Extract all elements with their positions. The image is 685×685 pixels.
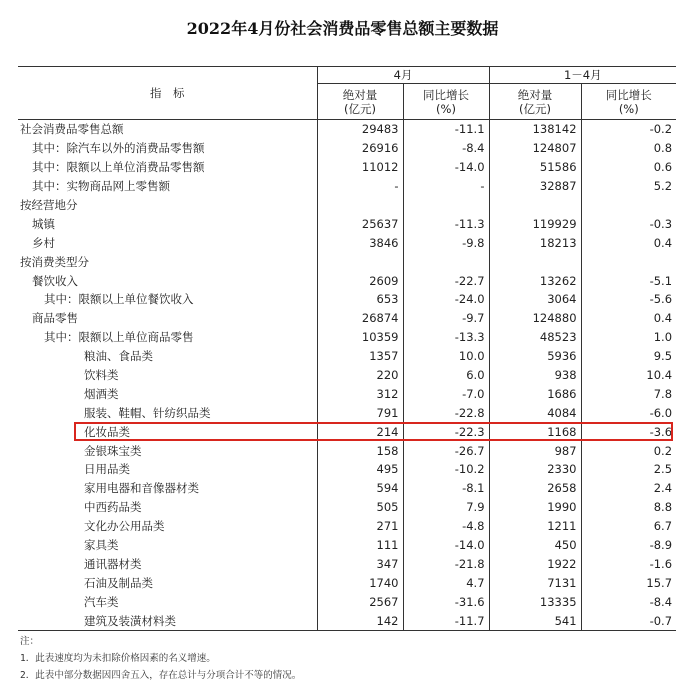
april-yoy-header: 同比增长 (%) <box>403 84 489 120</box>
row-label: 家用电器和音像器材类 <box>84 481 199 496</box>
april-yoy-cell: 10.0 <box>403 347 489 366</box>
april-yoy-cell: -24.0 <box>403 290 489 309</box>
table-row <box>18 177 676 196</box>
ytd-abs-cell <box>489 252 581 271</box>
table-row <box>18 347 676 366</box>
row-label: 社会消费品零售总额 <box>20 122 124 137</box>
april-yoy-cell: 4.7 <box>403 573 489 592</box>
row-label: 化妆品类 <box>84 424 130 439</box>
april-abs-cell: 495 <box>317 460 403 479</box>
april-yoy-cell: -9.7 <box>403 309 489 328</box>
ytd-abs-cell: 3064 <box>489 290 581 309</box>
ytd-abs-cell: 1168 <box>489 422 581 441</box>
april-abs-cell: 214 <box>317 422 403 441</box>
april-abs-cell: 594 <box>317 479 403 498</box>
table-row <box>18 120 676 139</box>
ytd-yoy-cell: 2.4 <box>581 479 676 498</box>
row-label: 服装、鞋帽、针纺织品类 <box>84 405 211 420</box>
ytd-abs-cell: 13262 <box>489 271 581 290</box>
april-abs-cell: 29483 <box>317 120 403 139</box>
april-abs-cell: 2609 <box>317 271 403 290</box>
april-yoy-cell: -31.6 <box>403 592 489 611</box>
ytd-abs-cell: 1922 <box>489 554 581 573</box>
table-row <box>18 592 676 611</box>
ytd-yoy-cell: 0.4 <box>581 233 676 252</box>
april-abs-cell: 271 <box>317 517 403 536</box>
ytd-abs-cell: 32887 <box>489 177 581 196</box>
ytd-abs-cell: 51586 <box>489 158 581 177</box>
april-abs-cell: 25637 <box>317 214 403 233</box>
ytd-yoy-cell: 9.5 <box>581 347 676 366</box>
ytd-abs-cell: 138142 <box>489 120 581 139</box>
ytd-abs-cell <box>489 196 581 215</box>
row-label: 中西药品类 <box>84 500 142 515</box>
page-title: 2022年4月份社会消费品零售总额主要数据 <box>186 19 499 38</box>
april-yoy-cell: -22.7 <box>403 271 489 290</box>
april-yoy-cell: -7.0 <box>403 384 489 403</box>
april-yoy-cell: -11.1 <box>403 120 489 139</box>
row-label: 商品零售 <box>32 311 78 326</box>
table-row <box>18 384 676 403</box>
ytd-group-header: 1－4月 <box>489 67 676 84</box>
highlight-box <box>74 422 673 441</box>
ytd-yoy-cell: 0.8 <box>581 139 676 158</box>
ytd-abs-header: 绝对量 (亿元) <box>489 84 581 120</box>
ytd-abs-cell: 4084 <box>489 403 581 422</box>
row-label: 金银珠宝类 <box>84 443 142 458</box>
april-abs-cell: 3846 <box>317 233 403 252</box>
april-abs-cell: 1357 <box>317 347 403 366</box>
row-label: 按经营地分 <box>20 198 78 212</box>
ytd-abs-cell: 1990 <box>489 498 581 517</box>
table-row <box>18 498 676 517</box>
table-row <box>18 233 676 252</box>
table-row <box>18 460 676 479</box>
april-yoy-cell: - <box>403 177 489 196</box>
ytd-yoy-cell: 2.5 <box>581 460 676 479</box>
ytd-abs-cell: 18213 <box>489 233 581 252</box>
april-yoy-cell: -13.3 <box>403 328 489 347</box>
april-yoy-cell <box>403 196 489 215</box>
ytd-abs-cell: 7131 <box>489 573 581 592</box>
april-yoy-cell: 6.0 <box>403 366 489 385</box>
april-yoy-cell: -8.4 <box>403 139 489 158</box>
april-yoy-cell: -11.3 <box>403 214 489 233</box>
april-abs-cell: 11012 <box>317 158 403 177</box>
row-label: 按消费类型分 <box>20 254 89 269</box>
april-abs-cell: 791 <box>317 403 403 422</box>
ytd-abs-cell: 541 <box>489 611 581 630</box>
row-label: 石油及制品类 <box>84 575 153 590</box>
row-label: 通讯器材类 <box>84 556 142 571</box>
table-row <box>18 158 676 177</box>
row-label: 其中：除汽车以外的消费品零售额 <box>32 141 205 156</box>
ytd-yoy-cell: 6.7 <box>581 517 676 536</box>
note-1: 1．此表速度均为未扣除价格因素的名义增速。 <box>20 653 216 664</box>
april-yoy-cell: -4.8 <box>403 517 489 536</box>
row-label: 其中：限额以上单位餐饮收入 <box>44 292 194 307</box>
table-row <box>18 290 676 309</box>
ytd-yoy-cell: -0.3 <box>581 214 676 233</box>
ytd-yoy-header: 同比增长 (%) <box>581 84 676 120</box>
table-row <box>18 309 676 328</box>
ytd-abs-cell: 1211 <box>489 517 581 536</box>
april-yoy-cell: 7.9 <box>403 498 489 517</box>
row-label: 家具类 <box>84 538 119 553</box>
april-abs-cell: 26874 <box>317 309 403 328</box>
ytd-abs-cell: 48523 <box>489 328 581 347</box>
table-row <box>18 196 676 215</box>
ytd-yoy-cell: -1.6 <box>581 554 676 573</box>
ytd-yoy-cell: 5.2 <box>581 177 676 196</box>
ytd-yoy-cell: 15.7 <box>581 573 676 592</box>
footnotes <box>20 633 301 684</box>
april-yoy-cell <box>403 252 489 271</box>
ytd-yoy-cell: -8.9 <box>581 536 676 555</box>
retail-sales-table <box>18 66 676 631</box>
ytd-abs-cell: 2330 <box>489 460 581 479</box>
april-yoy-cell: -22.8 <box>403 403 489 422</box>
ytd-yoy-cell <box>581 196 676 215</box>
table-row <box>18 517 676 536</box>
ytd-yoy-cell: -0.7 <box>581 611 676 630</box>
row-label: 建筑及装潢材料类 <box>18 611 317 630</box>
table-row <box>18 328 676 347</box>
april-abs-cell: 2567 <box>317 592 403 611</box>
table-row <box>18 441 676 460</box>
april-abs-cell: 1740 <box>317 573 403 592</box>
row-label: 餐饮收入 <box>32 273 78 288</box>
april-abs-cell: 347 <box>317 554 403 573</box>
april-abs-cell: 312 <box>317 384 403 403</box>
ytd-abs-cell: 2658 <box>489 479 581 498</box>
april-yoy-cell: -21.8 <box>403 554 489 573</box>
april-abs-cell: 220 <box>317 366 403 385</box>
row-label: 其中：限额以上单位消费品零售额 <box>32 160 205 175</box>
ytd-abs-cell: 119929 <box>489 214 581 233</box>
april-yoy-cell: -8.1 <box>403 479 489 498</box>
row-label: 文化办公用品类 <box>84 519 165 534</box>
april-abs-cell: 10359 <box>317 328 403 347</box>
ytd-yoy-cell: 0.4 <box>581 309 676 328</box>
ytd-yoy-cell: 7.8 <box>581 384 676 403</box>
april-yoy-cell: -14.0 <box>403 158 489 177</box>
april-yoy-cell: -9.8 <box>403 233 489 252</box>
indicator-header: 指 标 <box>18 67 317 120</box>
april-yoy-cell: -22.3 <box>403 422 489 441</box>
table-row <box>18 554 676 573</box>
april-abs-cell: 142 <box>317 611 403 630</box>
table-row <box>18 611 676 630</box>
row-label: 其中：实物商品网上零售额 <box>32 179 170 194</box>
ytd-yoy-cell: 1.0 <box>581 328 676 347</box>
april-group-header: 4月 <box>317 67 489 84</box>
notes-label: 注： <box>20 636 40 647</box>
ytd-yoy-cell: -0.2 <box>581 120 676 139</box>
table-row <box>18 366 676 385</box>
ytd-abs-cell: 5936 <box>489 347 581 366</box>
ytd-abs-cell: 450 <box>489 536 581 555</box>
ytd-yoy-cell: -3.6 <box>581 422 676 441</box>
row-label: 汽车类 <box>84 594 119 609</box>
ytd-yoy-cell: -6.0 <box>581 403 676 422</box>
row-label: 其中：限额以上单位商品零售 <box>44 330 194 345</box>
ytd-yoy-cell: -5.6 <box>581 290 676 309</box>
ytd-yoy-cell: 8.8 <box>581 498 676 517</box>
table-row <box>18 271 676 290</box>
april-abs-cell <box>317 252 403 271</box>
ytd-abs-cell: 1686 <box>489 384 581 403</box>
april-abs-cell: 26916 <box>317 139 403 158</box>
row-label: 饮料类 <box>84 368 119 383</box>
april-abs-cell <box>317 196 403 215</box>
april-abs-header: 绝对量 (亿元) <box>317 84 403 120</box>
april-abs-cell: 111 <box>317 536 403 555</box>
ytd-abs-cell: 13335 <box>489 592 581 611</box>
ytd-yoy-cell: 10.4 <box>581 366 676 385</box>
ytd-yoy-cell: -5.1 <box>581 271 676 290</box>
ytd-yoy-cell: 0.2 <box>581 441 676 460</box>
note-2: 2．此表中部分数据因四舍五入，存在总计与分项合计不等的情况。 <box>20 670 302 681</box>
table-row <box>18 536 676 555</box>
ytd-yoy-cell: 0.6 <box>581 158 676 177</box>
april-abs-cell: 653 <box>317 290 403 309</box>
april-yoy-cell: -26.7 <box>403 441 489 460</box>
april-yoy-cell: -14.0 <box>403 536 489 555</box>
ytd-abs-cell: 124807 <box>489 139 581 158</box>
april-abs-cell: 505 <box>317 498 403 517</box>
ytd-abs-cell: 938 <box>489 366 581 385</box>
ytd-abs-cell: 124880 <box>489 309 581 328</box>
april-abs-cell: - <box>317 177 403 196</box>
april-yoy-cell: -11.7 <box>403 611 489 630</box>
ytd-yoy-cell <box>581 252 676 271</box>
april-yoy-cell: -10.2 <box>403 460 489 479</box>
table-row <box>18 479 676 498</box>
ytd-abs-cell: 987 <box>489 441 581 460</box>
row-label: 烟酒类 <box>84 386 119 401</box>
row-label: 城镇 <box>32 216 55 231</box>
table-row <box>18 403 676 422</box>
table-row <box>18 214 676 233</box>
ytd-yoy-cell: -8.4 <box>581 592 676 611</box>
table-row <box>18 573 676 592</box>
row-label: 粮油、食品类 <box>84 349 153 364</box>
row-label: 日用品类 <box>84 462 130 477</box>
table-row <box>18 252 676 271</box>
april-abs-cell: 158 <box>317 441 403 460</box>
table-row <box>18 139 676 158</box>
row-label: 乡村 <box>32 235 55 250</box>
